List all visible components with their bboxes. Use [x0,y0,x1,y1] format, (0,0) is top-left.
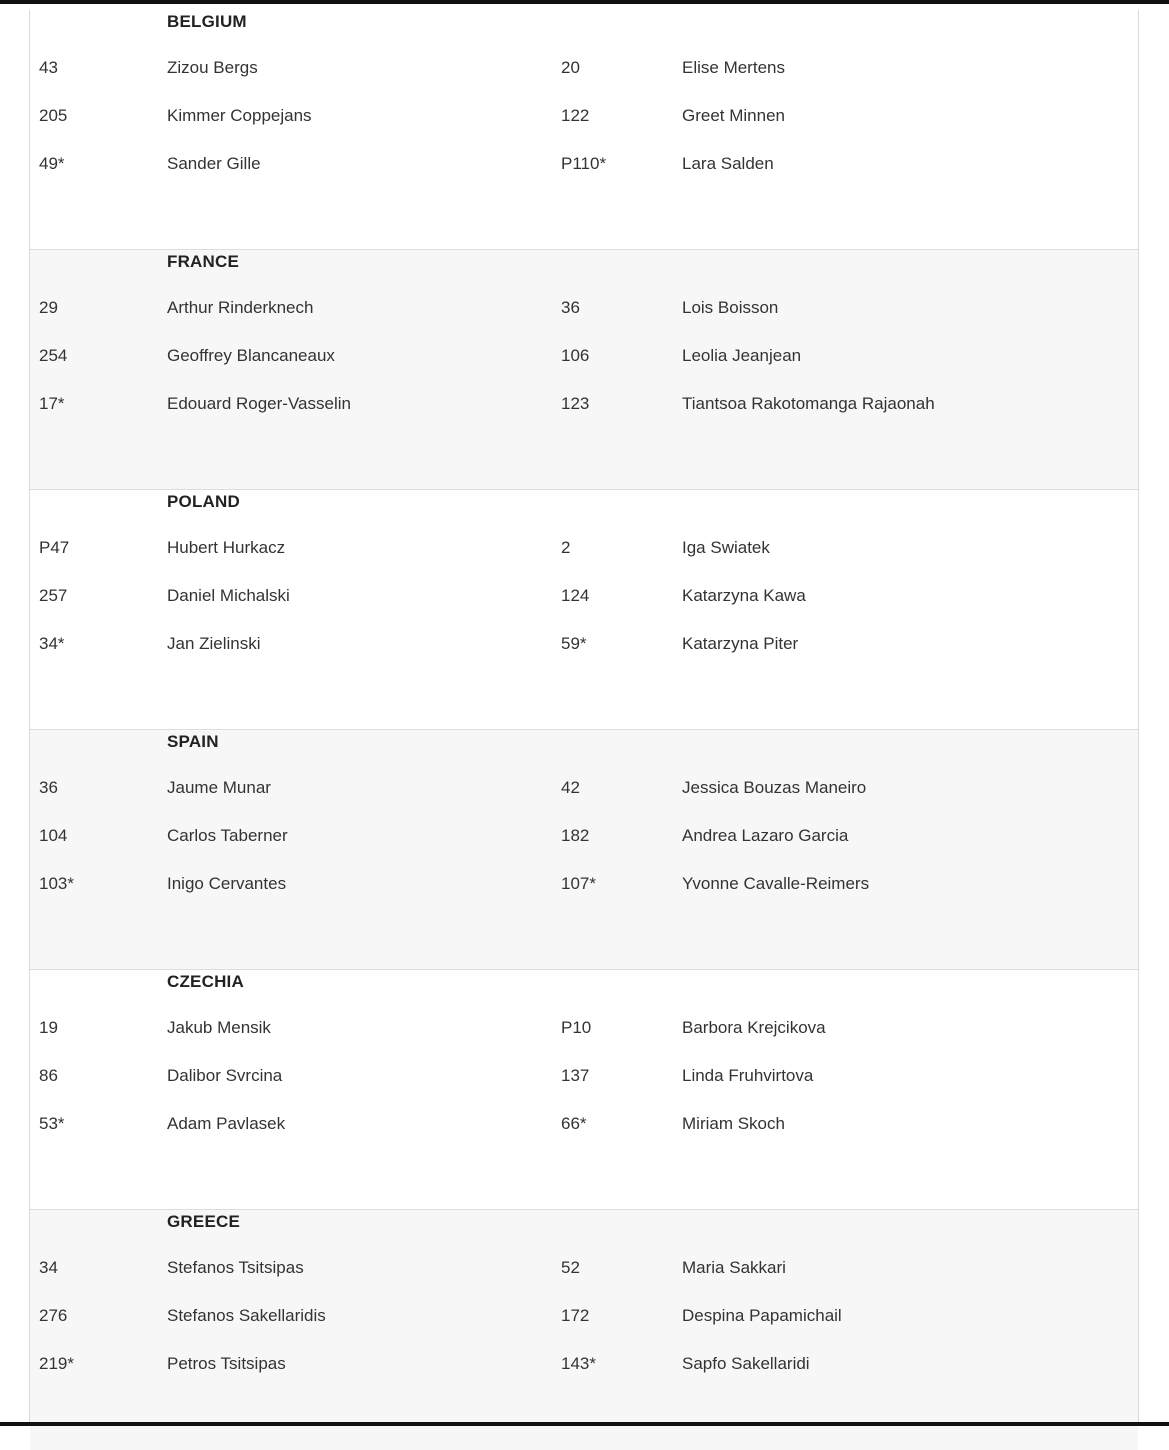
table-row [30,1066,1138,1090]
women-player-name: Leolia Jeanjean [682,346,802,365]
women-player-name: Yvonne Cavalle-Reimers [682,874,870,893]
women-ranking: 52 [561,1258,580,1277]
men-player-name: Hubert Hurkacz [167,538,286,557]
women-player-name: Barbora Krejcikova [682,1018,826,1037]
table-row [30,634,1138,658]
table-row [30,394,1138,418]
bottom-divider [0,1422,1169,1426]
table-row [30,778,1138,802]
men-ranking: 19 [39,1018,58,1037]
men-ranking: 43 [39,58,58,77]
table-row [30,1114,1138,1138]
country-section-spain [30,730,1138,970]
men-player-name: Stefanos Sakellaridis [167,1306,326,1325]
women-player-name: Miriam Skoch [682,1114,785,1133]
women-player-name: Katarzyna Piter [682,634,799,653]
women-ranking: 172 [561,1306,590,1325]
women-ranking: P110* [561,154,607,173]
men-player-name: Stefanos Tsitsipas [167,1258,304,1277]
men-player-name: Edouard Roger-Vasselin [167,394,351,413]
table-row [30,874,1138,898]
table-row [30,106,1138,130]
men-ranking: 254 [39,346,68,365]
women-player-name: Sapfo Sakellaridi [682,1354,810,1373]
men-ranking: 53* [39,1114,65,1133]
men-ranking: 86 [39,1066,58,1085]
women-ranking: 124 [561,586,590,605]
country-heading: SPAIN [167,732,219,751]
men-player-name: Inigo Cervantes [167,874,287,893]
table-row [30,586,1138,610]
men-player-name: Sander Gille [167,154,261,173]
country-heading: CZECHIA [167,972,244,991]
women-ranking: 42 [561,778,580,797]
men-player-name: Arthur Rinderknech [167,298,314,317]
men-ranking: 205 [39,106,68,125]
women-player-name: Lois Boisson [682,298,779,317]
country-section-czechia [30,970,1138,1210]
men-player-name: Kimmer Coppejans [167,106,312,125]
country-heading: POLAND [167,492,240,511]
men-player-name: Petros Tsitsipas [167,1354,286,1373]
women-ranking: 66* [561,1114,587,1133]
men-ranking: 29 [39,298,58,317]
men-player-name: Carlos Taberner [167,826,288,845]
men-player-name: Adam Pavlasek [167,1114,286,1133]
men-player-name: Jaume Munar [167,778,271,797]
men-ranking: 103* [39,874,74,893]
men-ranking: 34* [39,634,65,653]
table-row [30,538,1138,562]
country-section-greece [30,1210,1138,1450]
table-row [30,58,1138,82]
women-ranking: 36 [561,298,580,317]
men-ranking: 36 [39,778,58,797]
men-ranking: P47 [39,538,70,557]
table-row [30,1258,1138,1282]
women-player-name: Linda Fruhvirtova [682,1066,814,1085]
men-ranking: 276 [39,1306,68,1325]
women-ranking: 107* [561,874,596,893]
table-row [30,154,1138,178]
table-row [30,1306,1138,1330]
men-player-name: Jakub Mensik [167,1018,271,1037]
women-ranking: 20 [561,58,580,77]
table-row [30,346,1138,370]
women-player-name: Elise Mertens [682,58,785,77]
country-section-france [30,250,1138,490]
women-ranking: 123 [561,394,590,413]
table-row [30,826,1138,850]
top-divider [0,0,1169,4]
women-ranking: 122 [561,106,590,125]
women-player-name: Katarzyna Kawa [682,586,806,605]
country-heading: FRANCE [167,252,240,271]
men-player-name: Dalibor Svrcina [167,1066,283,1085]
women-player-name: Jessica Bouzas Maneiro [682,778,867,797]
men-player-name: Zizou Bergs [167,58,258,77]
men-player-name: Daniel Michalski [167,586,290,605]
country-heading: BELGIUM [167,12,247,31]
men-ranking: 34 [39,1258,58,1277]
country-heading: GREECE [167,1212,240,1231]
women-player-name: Despina Papamichail [682,1306,842,1325]
country-roster-table [29,10,1139,1422]
men-player-name: Jan Zielinski [167,634,261,653]
table-row [30,1018,1138,1042]
women-ranking: P10 [561,1018,592,1037]
men-ranking: 219* [39,1354,74,1373]
men-ranking: 257 [39,586,68,605]
men-ranking: 49* [39,154,65,173]
women-ranking: 137 [561,1066,590,1085]
women-ranking: 143* [561,1354,596,1373]
women-player-name: Lara Salden [682,154,774,173]
women-player-name: Iga Swiatek [682,538,770,557]
men-ranking: 104 [39,826,68,845]
men-ranking: 17* [39,394,65,413]
men-player-name: Geoffrey Blancaneaux [167,346,335,365]
table-row [30,298,1138,322]
country-section-poland [30,490,1138,730]
country-section-belgium [30,10,1138,250]
women-player-name: Tiantsoa Rakotomanga Rajaonah [682,394,935,413]
women-player-name: Greet Minnen [682,106,785,125]
women-ranking: 2 [561,538,571,557]
women-player-name: Maria Sakkari [682,1258,786,1277]
women-player-name: Andrea Lazaro Garcia [682,826,849,845]
women-ranking: 59* [561,634,587,653]
table-row [30,1354,1138,1378]
women-ranking: 106 [561,346,590,365]
women-ranking: 182 [561,826,590,845]
